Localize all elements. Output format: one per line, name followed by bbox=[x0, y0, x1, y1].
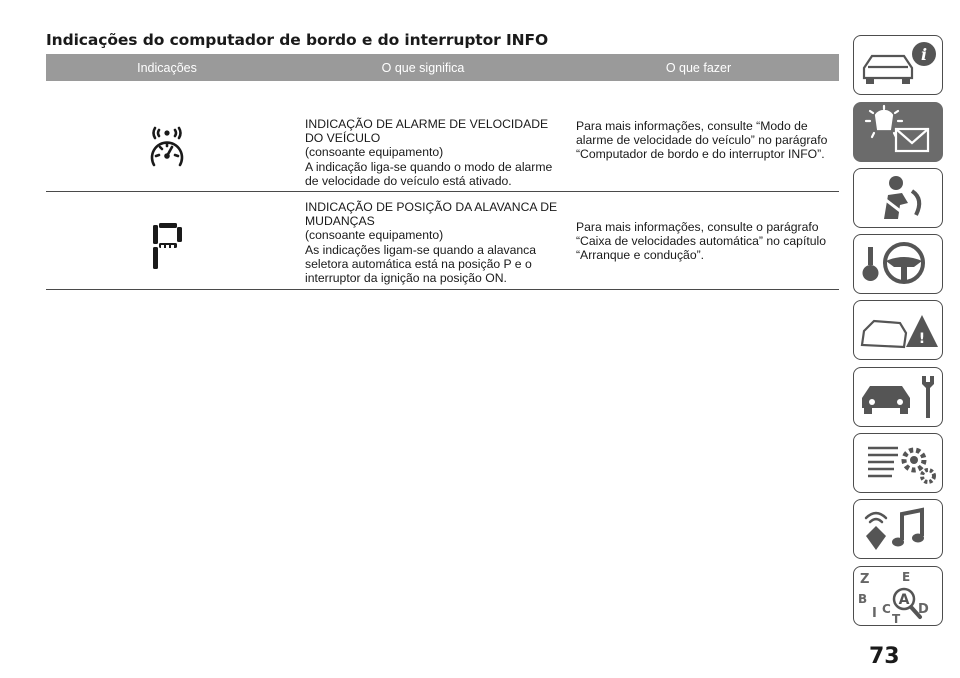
action-line: Para mais informações, consulte “Modo de bbox=[576, 119, 808, 133]
indication-cell bbox=[46, 81, 288, 191]
table-row bbox=[46, 81, 839, 192]
meaning-cell bbox=[288, 81, 558, 191]
action-cell bbox=[558, 192, 839, 289]
svg-text:E: E bbox=[902, 570, 911, 584]
action-line: “Arranque e condução”. bbox=[576, 248, 705, 263]
svg-text:C: C bbox=[882, 602, 891, 616]
meaning-line: A indicação liga-se quando o modo de alarme bbox=[305, 159, 553, 174]
meaning-line: de velocidade do veículo está ativado. bbox=[305, 173, 512, 188]
tab-index[interactable] bbox=[853, 566, 943, 626]
indicator-table bbox=[46, 54, 839, 290]
action-line: “Computador de bordo e do interruptor INFO”. bbox=[576, 147, 825, 162]
action-cell bbox=[558, 81, 839, 191]
action-line: “Caixa de velocidades automática” no capítulo bbox=[576, 234, 826, 249]
column-header-meaning: O que significa bbox=[381, 60, 465, 75]
tab-dashboard[interactable] bbox=[853, 102, 943, 162]
tab-safety[interactable] bbox=[853, 168, 943, 228]
svg-text:I: I bbox=[872, 606, 877, 621]
meaning-line: INDICAÇÃO DE POSIÇÃO DA ALAVANCA DE bbox=[305, 200, 558, 214]
svg-text:A: A bbox=[898, 592, 910, 608]
svg-text:!: ! bbox=[918, 331, 926, 347]
meaning-line: (consoante equipamento) bbox=[305, 145, 444, 160]
car-crash-warning-icon bbox=[854, 301, 942, 359]
safety-seatbelt-icon bbox=[854, 169, 942, 227]
gear-position-p-icon bbox=[150, 222, 184, 274]
page-title: Indicações do computador de bordo e do interruptor INFO bbox=[46, 31, 549, 49]
multimedia-note-icon bbox=[854, 500, 942, 558]
meaning-line: interruptor da ignição na posição ON. bbox=[305, 271, 507, 286]
steering-wheel-key-icon bbox=[854, 235, 942, 293]
tab-starting-driving[interactable] bbox=[853, 234, 943, 294]
tab-specifications[interactable] bbox=[853, 433, 943, 493]
dashboard-warning-icon bbox=[854, 103, 942, 161]
action-line: alarme de velocidade do veículo” no parágrafo bbox=[576, 133, 828, 148]
alphabetical-index-icon bbox=[854, 567, 942, 625]
indication-cell bbox=[46, 192, 288, 289]
table-header bbox=[46, 54, 839, 81]
meaning-line: (consoante equipamento) bbox=[305, 228, 444, 243]
car-maintenance-wrench-icon bbox=[854, 368, 942, 426]
svg-text:D: D bbox=[918, 602, 929, 617]
svg-text:B: B bbox=[858, 592, 868, 606]
meaning-line: INDICAÇÃO DE ALARME DE VELOCIDADE bbox=[305, 117, 549, 131]
meaning-line: MUDANÇAS bbox=[305, 214, 375, 229]
specifications-gear-icon bbox=[854, 434, 942, 492]
meaning-cell bbox=[288, 192, 558, 289]
table-row bbox=[46, 192, 839, 290]
tab-multimedia[interactable] bbox=[853, 499, 943, 559]
column-header-indications: Indicações bbox=[137, 60, 197, 75]
tab-emergency[interactable] bbox=[853, 300, 943, 360]
page-number: 73 bbox=[869, 644, 900, 669]
svg-text:T: T bbox=[892, 612, 901, 625]
svg-text:i: i bbox=[920, 45, 928, 64]
action-line: Para mais informações, consulte o parágrafo bbox=[576, 220, 819, 234]
tab-car-info[interactable] bbox=[853, 35, 943, 95]
meaning-line: seletora automática está na posição P e o bbox=[305, 256, 532, 271]
column-header-action: O que fazer bbox=[665, 60, 732, 75]
svg-text:Z: Z bbox=[860, 572, 870, 587]
car-info-icon bbox=[854, 36, 942, 94]
meaning-line: DO VEÍCULO bbox=[305, 131, 381, 146]
tab-maintenance[interactable] bbox=[853, 367, 943, 427]
speed-alarm-icon bbox=[147, 125, 187, 171]
meaning-line: As indicações ligam-se quando a alavanca bbox=[305, 242, 537, 257]
